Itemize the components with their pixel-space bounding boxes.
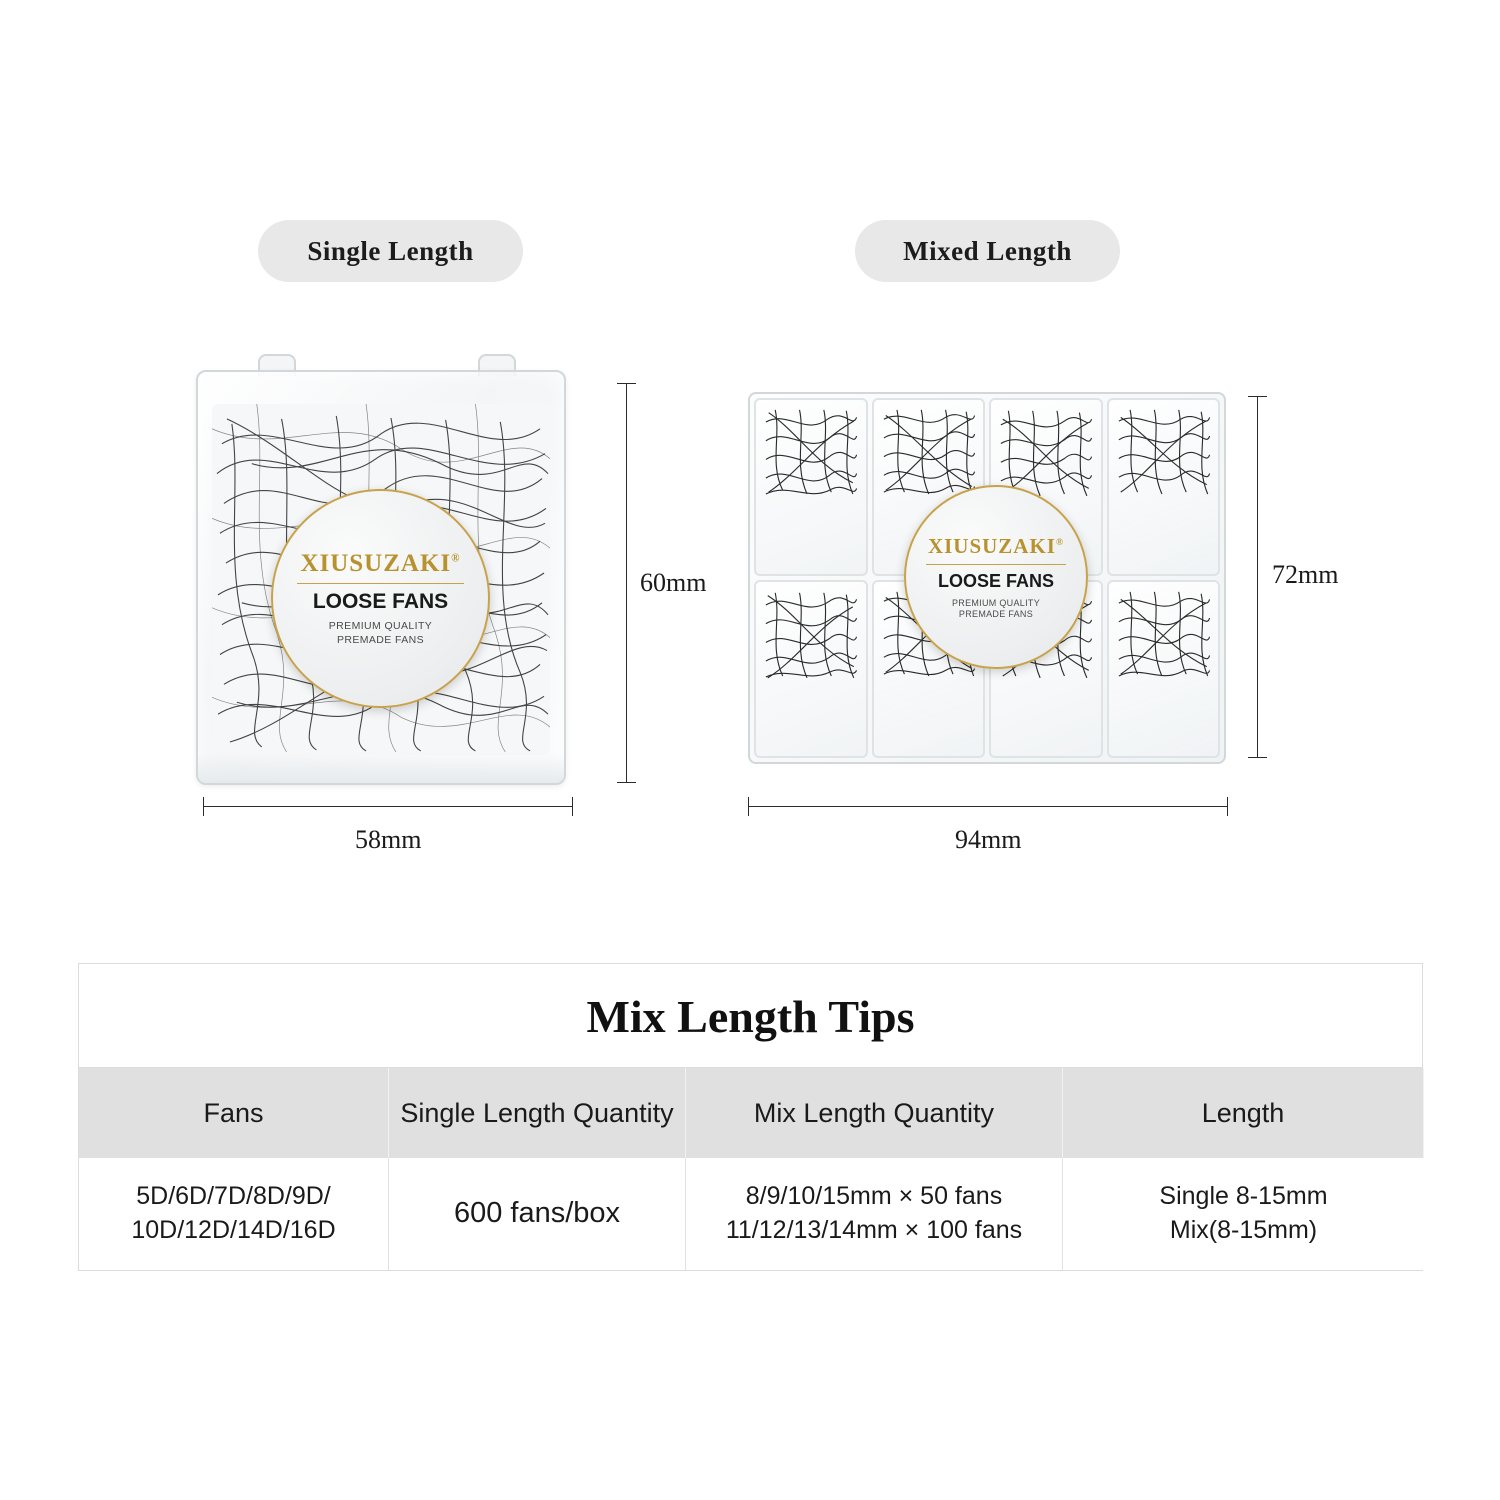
- dimension-line-single-height: [626, 383, 627, 783]
- length-line-1: Single 8-15mm: [1159, 1182, 1328, 1211]
- mix-length-tips-table: [78, 963, 1423, 1271]
- pill-single-length: [258, 220, 523, 282]
- product-subtitle-mixed: [952, 598, 1040, 621]
- table-grid: [79, 1068, 1422, 1270]
- table-header-fans: Fans: [79, 1068, 389, 1158]
- mix-quantity-line-1: 8/9/10/15mm × 50 fans: [745, 1182, 1003, 1211]
- trademark-symbol: ®: [451, 553, 461, 566]
- mix-quantity-line-2: 11/12/13/14mm × 100 fans: [725, 1216, 1023, 1244]
- table-cell-mix-quantity: [686, 1158, 1063, 1270]
- lash-strands-svg: [1117, 590, 1211, 684]
- dimension-label-single-height: 60mm: [640, 568, 707, 597]
- pill-single-length-label: Single Length: [307, 235, 474, 266]
- subtitle-line-1: PREMIUM QUALITY: [328, 620, 433, 633]
- pill-mixed-length: [855, 220, 1120, 282]
- brand-divider: [297, 583, 465, 584]
- table-cell-length: [1063, 1158, 1424, 1270]
- lash-strands-svg: [882, 408, 976, 502]
- lash-compartment: [754, 580, 868, 758]
- single-quantity-value: 600 fans/box: [453, 1197, 621, 1230]
- lash-strands-svg: [764, 408, 858, 502]
- product-subtitle-single: [329, 620, 432, 646]
- dimension-label-mixed-height: 72mm: [1272, 560, 1339, 589]
- brand-divider: [926, 564, 1066, 565]
- lash-compartment: [1107, 398, 1221, 576]
- table-cell-fans: [79, 1158, 389, 1270]
- dimension-line-mixed-width: [748, 806, 1228, 807]
- fans-line-1: 5D/6D/7D/8D/9D/: [136, 1182, 331, 1211]
- table-cell-single-quantity: [389, 1158, 686, 1270]
- subtitle-line-2: PREMADE FANS: [336, 633, 425, 646]
- dimension-label-mixed-width: 94mm: [955, 825, 1022, 854]
- trademark-symbol: ®: [1055, 537, 1065, 548]
- pill-mixed-length-label: Mixed Length: [903, 235, 1072, 266]
- brand-label-disc-mixed: [904, 485, 1088, 669]
- dimension-line-single-width: [203, 806, 573, 807]
- lash-compartment: [1107, 580, 1221, 758]
- table-header-mix-length-quantity: Mix Length Quantity: [686, 1068, 1063, 1158]
- brand-name-mixed: XIUSUZAKI®: [927, 533, 1065, 558]
- lash-strands-svg: [764, 590, 858, 684]
- brand-label-disc-single: [271, 489, 490, 708]
- dimension-label-single-width: 58mm: [355, 825, 422, 854]
- table-title: Mix Length Tips: [79, 964, 1422, 1068]
- lash-compartment: [754, 398, 868, 576]
- product-name-single: LOOSE FANS: [312, 590, 449, 614]
- subtitle-line-1: PREMIUM QUALITY: [951, 597, 1040, 608]
- subtitle-line-2: PREMADE FANS: [958, 609, 1034, 619]
- lash-strands-svg: [1117, 408, 1211, 502]
- product-name-mixed: LOOSE FANS: [937, 570, 1054, 591]
- fans-line-2: 10D/12D/14D/16D: [131, 1216, 336, 1244]
- dimension-line-mixed-height: [1257, 396, 1258, 758]
- brand-name-single: XIUSUZAKI®: [300, 550, 461, 578]
- table-header-single-length-quantity: Single Length Quantity: [389, 1068, 686, 1158]
- length-line-2: Mix(8-15mm): [1169, 1216, 1318, 1244]
- table-header-length: Length: [1063, 1068, 1424, 1158]
